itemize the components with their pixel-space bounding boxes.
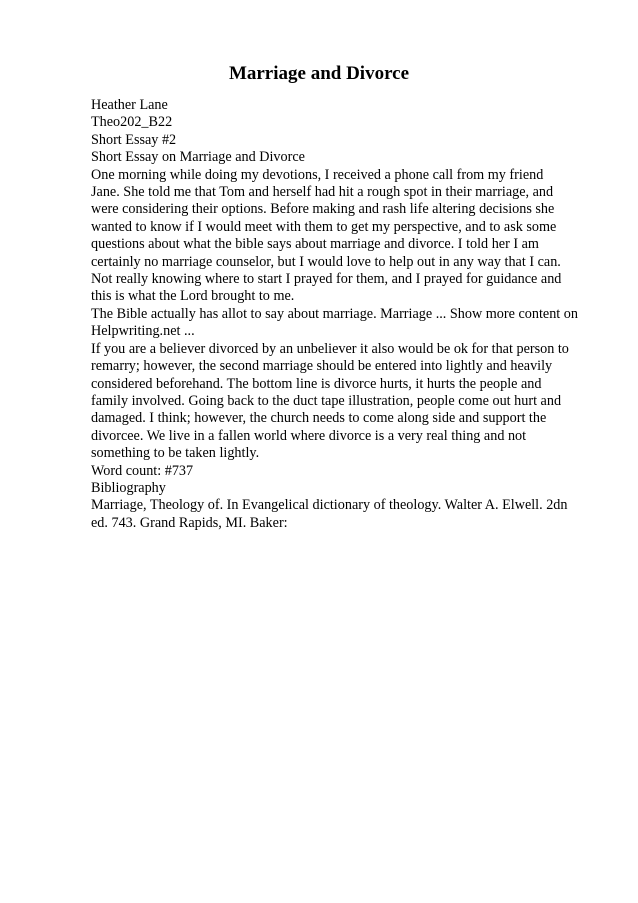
body-line: divorcee. We live in a fallen world where divorce is a very real thing and not [91,427,527,444]
author-name: Heather Lane [91,97,168,113]
body-line: something to be taken lightly. [91,445,260,462]
body-line: questions about what the bible says about marriage and divorce. I told her I am [91,236,539,253]
essay-heading: Short Essay on Marriage and Divorce [91,149,305,166]
bibliography-entry: Marriage, Theology of. In Evangelical dictionary of theology. Walter A. Elwell. 2dn [91,497,568,514]
body-line: Jane. She told me that Tom and herself had hit a rough spot in their marriage, and [91,184,554,201]
document-title: Marriage and Divorce [228,63,410,84]
body-line: damaged. I think; however, the church needs to come along side and support the [91,410,547,427]
word-count: Word count: #737 [91,462,194,479]
document-body [91,97,611,532]
course-code: Theo202_B22 [91,114,173,131]
bibliography-entry: ed. 743. Grand Rapids, MI. Baker: [91,514,288,531]
body-line: wanted to know if I would meet with them to get my perspective, and to ask some [91,218,557,235]
body-line: Not really knowing where to start I prayed for them, and I prayed for guidance and [91,271,562,288]
body-line: certainly no marriage counselor, but I would love to help out in any way that I can. [91,253,561,270]
body-line: were considering their options. Before making and rash life altering decisions she [91,201,555,218]
bibliography-heading: Bibliography [91,479,166,496]
body-line: this is what the Lord brought to me. [91,288,295,305]
body-line: If you are a believer divorced by an unbeliever it also would be ok for that person to [91,340,569,357]
body-line: The Bible actually has allot to say about marriage. Marriage ... Show more content on [91,305,578,322]
assignment-label: Short Essay #2 [91,131,177,148]
body-line: One morning while doing my devotions, I received a phone call from my friend [91,166,544,183]
body-line: family involved. Going back to the duct tape illustration, people come out hurt and [91,392,562,409]
body-line: considered beforehand. The bottom line is divorce hurts, it hurts the people and [91,375,542,392]
body-line: Helpwriting.net ... [91,323,195,340]
body-line: remarry; however, the second marriage should be entered into lightly and heavily [91,358,553,375]
